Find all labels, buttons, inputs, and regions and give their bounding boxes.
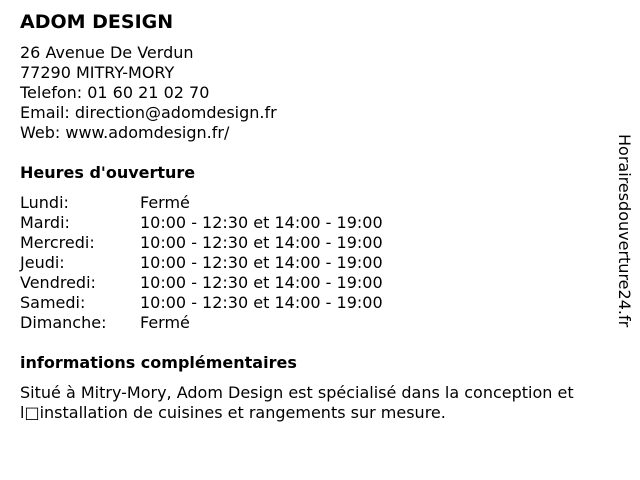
additional-info-title: informations complémentaires bbox=[20, 353, 297, 372]
opening-hours-title: Heures d'ouverture bbox=[20, 163, 196, 182]
day-label: Mercredi: bbox=[20, 233, 95, 252]
day-label: Dimanche: bbox=[20, 313, 107, 332]
day-label: Mardi: bbox=[20, 213, 70, 232]
day-hours: Fermé bbox=[140, 313, 190, 332]
hours-row-sunday bbox=[20, 313, 620, 333]
day-label: Samedi: bbox=[20, 293, 86, 312]
hours-row-monday bbox=[20, 193, 620, 213]
hours-row-thursday bbox=[20, 253, 620, 273]
email-address: Email: direction@adomdesign.fr bbox=[20, 103, 277, 122]
day-hours: 10:00 - 12:30 et 14:00 - 19:00 bbox=[140, 273, 383, 292]
hours-row-wednesday bbox=[20, 233, 620, 253]
day-hours: 10:00 - 12:30 et 14:00 - 19:00 bbox=[140, 213, 383, 232]
day-label: Jeudi: bbox=[20, 253, 65, 272]
website-address: Web: www.adomdesign.fr/ bbox=[20, 123, 230, 142]
phone-number: Telefon: 01 60 21 02 70 bbox=[20, 83, 210, 102]
hours-row-friday bbox=[20, 273, 620, 293]
business-info bbox=[20, 10, 620, 423]
day-label: Vendredi: bbox=[20, 273, 96, 292]
address-city: 77290 MITRY-MORY bbox=[20, 63, 175, 82]
business-description: Situé à Mitry-Mory, Adom Design est spécialisé dans la conception et l□installation de cuisines et rangements sur mesure. bbox=[20, 383, 574, 422]
day-hours: 10:00 - 12:30 et 14:00 - 19:00 bbox=[140, 293, 383, 312]
hours-row-tuesday bbox=[20, 213, 620, 233]
hours-row-saturday bbox=[20, 293, 620, 313]
address-street: 26 Avenue De Verdun bbox=[20, 43, 194, 62]
company-name: ADOM DESIGN bbox=[20, 11, 174, 33]
day-hours: 10:00 - 12:30 et 14:00 - 19:00 bbox=[140, 233, 383, 252]
day-label: Lundi: bbox=[20, 193, 69, 212]
day-hours: 10:00 - 12:30 et 14:00 - 19:00 bbox=[140, 253, 383, 272]
opening-hours-table bbox=[20, 193, 620, 333]
day-hours: Fermé bbox=[140, 193, 190, 212]
site-watermark-label: Horairesdouverture24.fr bbox=[615, 134, 634, 328]
